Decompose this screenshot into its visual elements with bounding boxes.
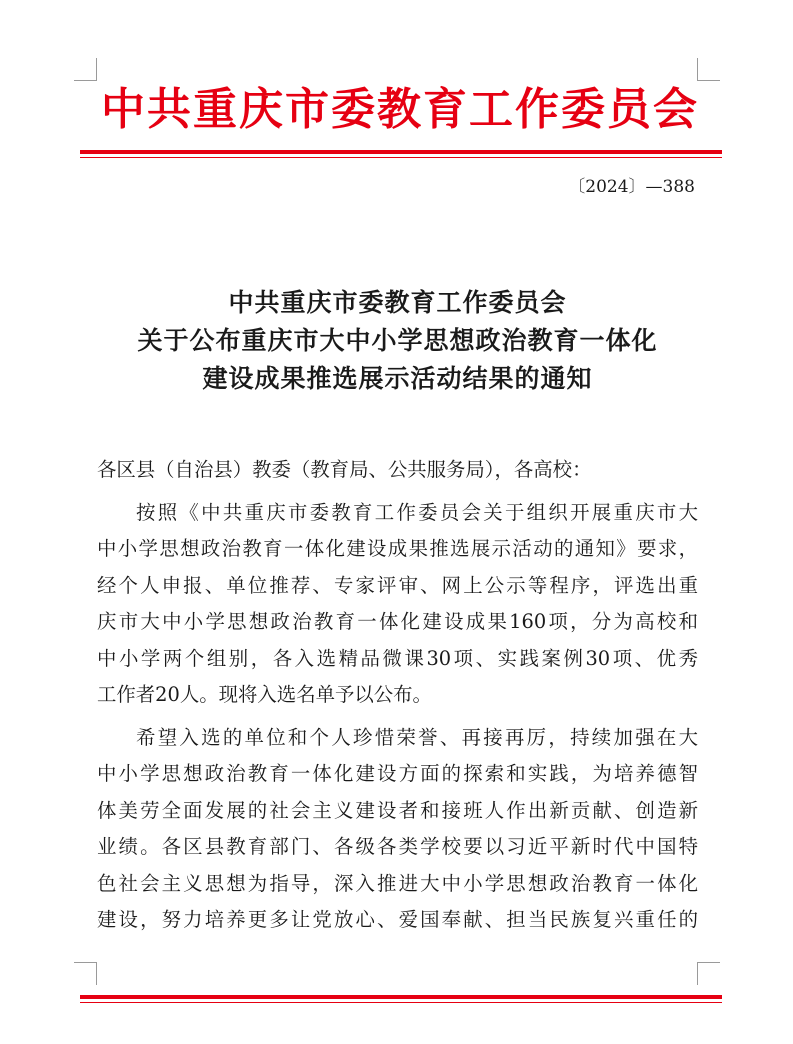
crop-mark-bottom-left (74, 962, 97, 985)
paragraph-line: 庆市大中小学思想政治教育一体化建设成果160项，分为高校和 (97, 610, 698, 633)
title-line: 关于公布重庆市大中小学思想政治教育一体化 (137, 326, 658, 355)
paragraph-line: 工作者20人。现将入选名单予以公布。 (97, 683, 432, 706)
paragraph-line: 经个人申报、单位推荐、专家评审、网上公示等程序，评选出重 (97, 573, 698, 597)
header-rule-thick (80, 150, 722, 154)
paragraph-line: 建设，努力培养更多让党放心、爱国奉献、担当民族复兴重任的 (97, 908, 698, 931)
paragraph-line: 中小学两个组别，各入选精品微课30项、实践案例30项、优秀 (97, 646, 698, 670)
title-line: 中共重庆市委教育工作委员会 (228, 288, 567, 317)
footer-rule-thin (80, 1002, 722, 1003)
paragraph-line: 业绩。各区县教育部门、各级各类学校要以习近平新时代中国特 (97, 835, 698, 858)
document-body (97, 452, 698, 939)
paragraph-line: 体美劳全面发展的社会主义建设者和接班人作出新贡献、创造新 (97, 798, 698, 822)
paragraph-1 (97, 495, 698, 714)
header-rule-thin (80, 157, 722, 158)
crop-mark-bottom-right (697, 962, 720, 985)
salutation: 各区县（自治县）教委（教育局、公共服务局），各高校： (97, 458, 592, 481)
paragraph-line: 按照《中共重庆市委教育工作委员会关于组织开展重庆市大 (136, 500, 698, 524)
footer-rule-thick (80, 995, 722, 999)
paragraph-line: 色社会主义思想为指导，深入推进大中小学思想政治教育一体化 (97, 871, 698, 895)
document-number: 〔2024〕—388 (568, 177, 695, 197)
red-header-title: 中共重庆市委教育工作委员会 (101, 84, 699, 135)
paragraph-line: 中小学思想政治教育一体化建设成果推选展示活动的通知》要求， (97, 537, 698, 560)
document-title (80, 284, 715, 398)
paragraph-line: 希望入选的单位和个人珍惜荣誉、再接再厉，持续加强在大 (136, 725, 698, 749)
title-line: 建设成果推选展示活动结果的通知 (202, 364, 593, 393)
paragraph-2 (97, 720, 698, 939)
crop-mark-top-left (74, 58, 97, 81)
crop-mark-top-right (697, 58, 720, 81)
paragraph-line: 中小学思想政治教育一体化建设方面的探索和实践，为培养德智 (97, 762, 698, 785)
